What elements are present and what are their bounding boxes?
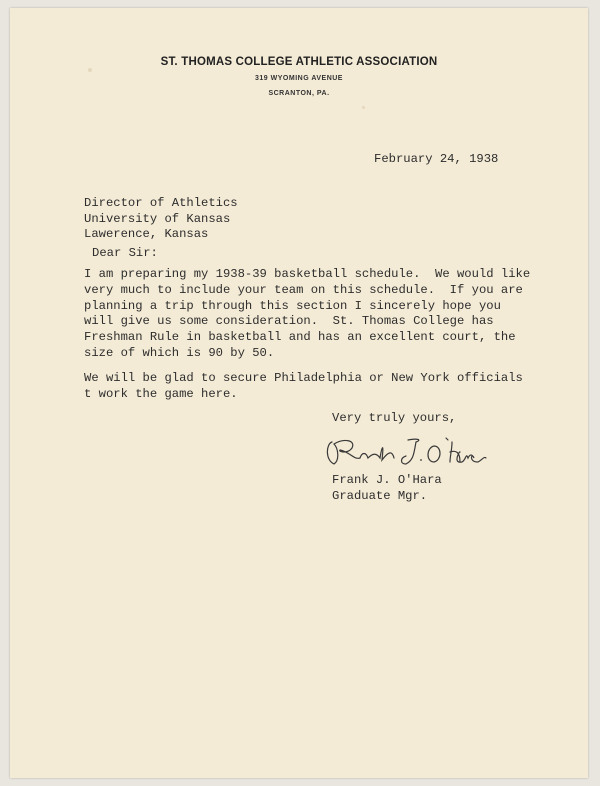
paper-spot <box>362 106 365 109</box>
body-line: t work the game here. <box>84 387 238 401</box>
recipient-line-2: University of Kansas <box>84 212 231 226</box>
paper-spot <box>88 68 92 72</box>
closing: Very truly yours, <box>332 411 457 425</box>
body-line: We will be glad to secure Philadelphia or New York officials <box>84 371 523 385</box>
body-line: planning a trip through this section I sincerely hope you <box>84 299 501 313</box>
signer-title: Graduate Mgr. <box>332 489 428 503</box>
letter-page <box>10 8 588 778</box>
signer-name: Frank J. O'Hara <box>332 473 442 487</box>
handwritten-signature <box>322 430 492 472</box>
body-line: size of which is 90 by 50. <box>84 346 275 360</box>
letterhead-organization: ST. THOMAS COLLEGE ATHLETIC ASSOCIATION <box>160 56 438 68</box>
body-line: Freshman Rule in basketball and has an excellent court, the <box>84 330 516 344</box>
body-line: very much to include your team on this schedule. If you are <box>84 283 523 297</box>
salutation: Dear Sir: <box>92 246 158 260</box>
body-line: I am preparing my 1938-39 basketball schedule. We would like <box>84 267 531 281</box>
recipient-line-1: Director of Athletics <box>84 196 238 210</box>
body-line: will give us some consideration. St. Thomas College has <box>84 314 494 328</box>
letterhead-city: SCRANTON, PA. <box>268 90 330 97</box>
letter-date: February 24, 1938 <box>374 152 499 166</box>
recipient-line-3: Lawerence, Kansas <box>84 227 209 241</box>
letterhead-street: 319 WYOMING AVENUE <box>255 75 343 82</box>
